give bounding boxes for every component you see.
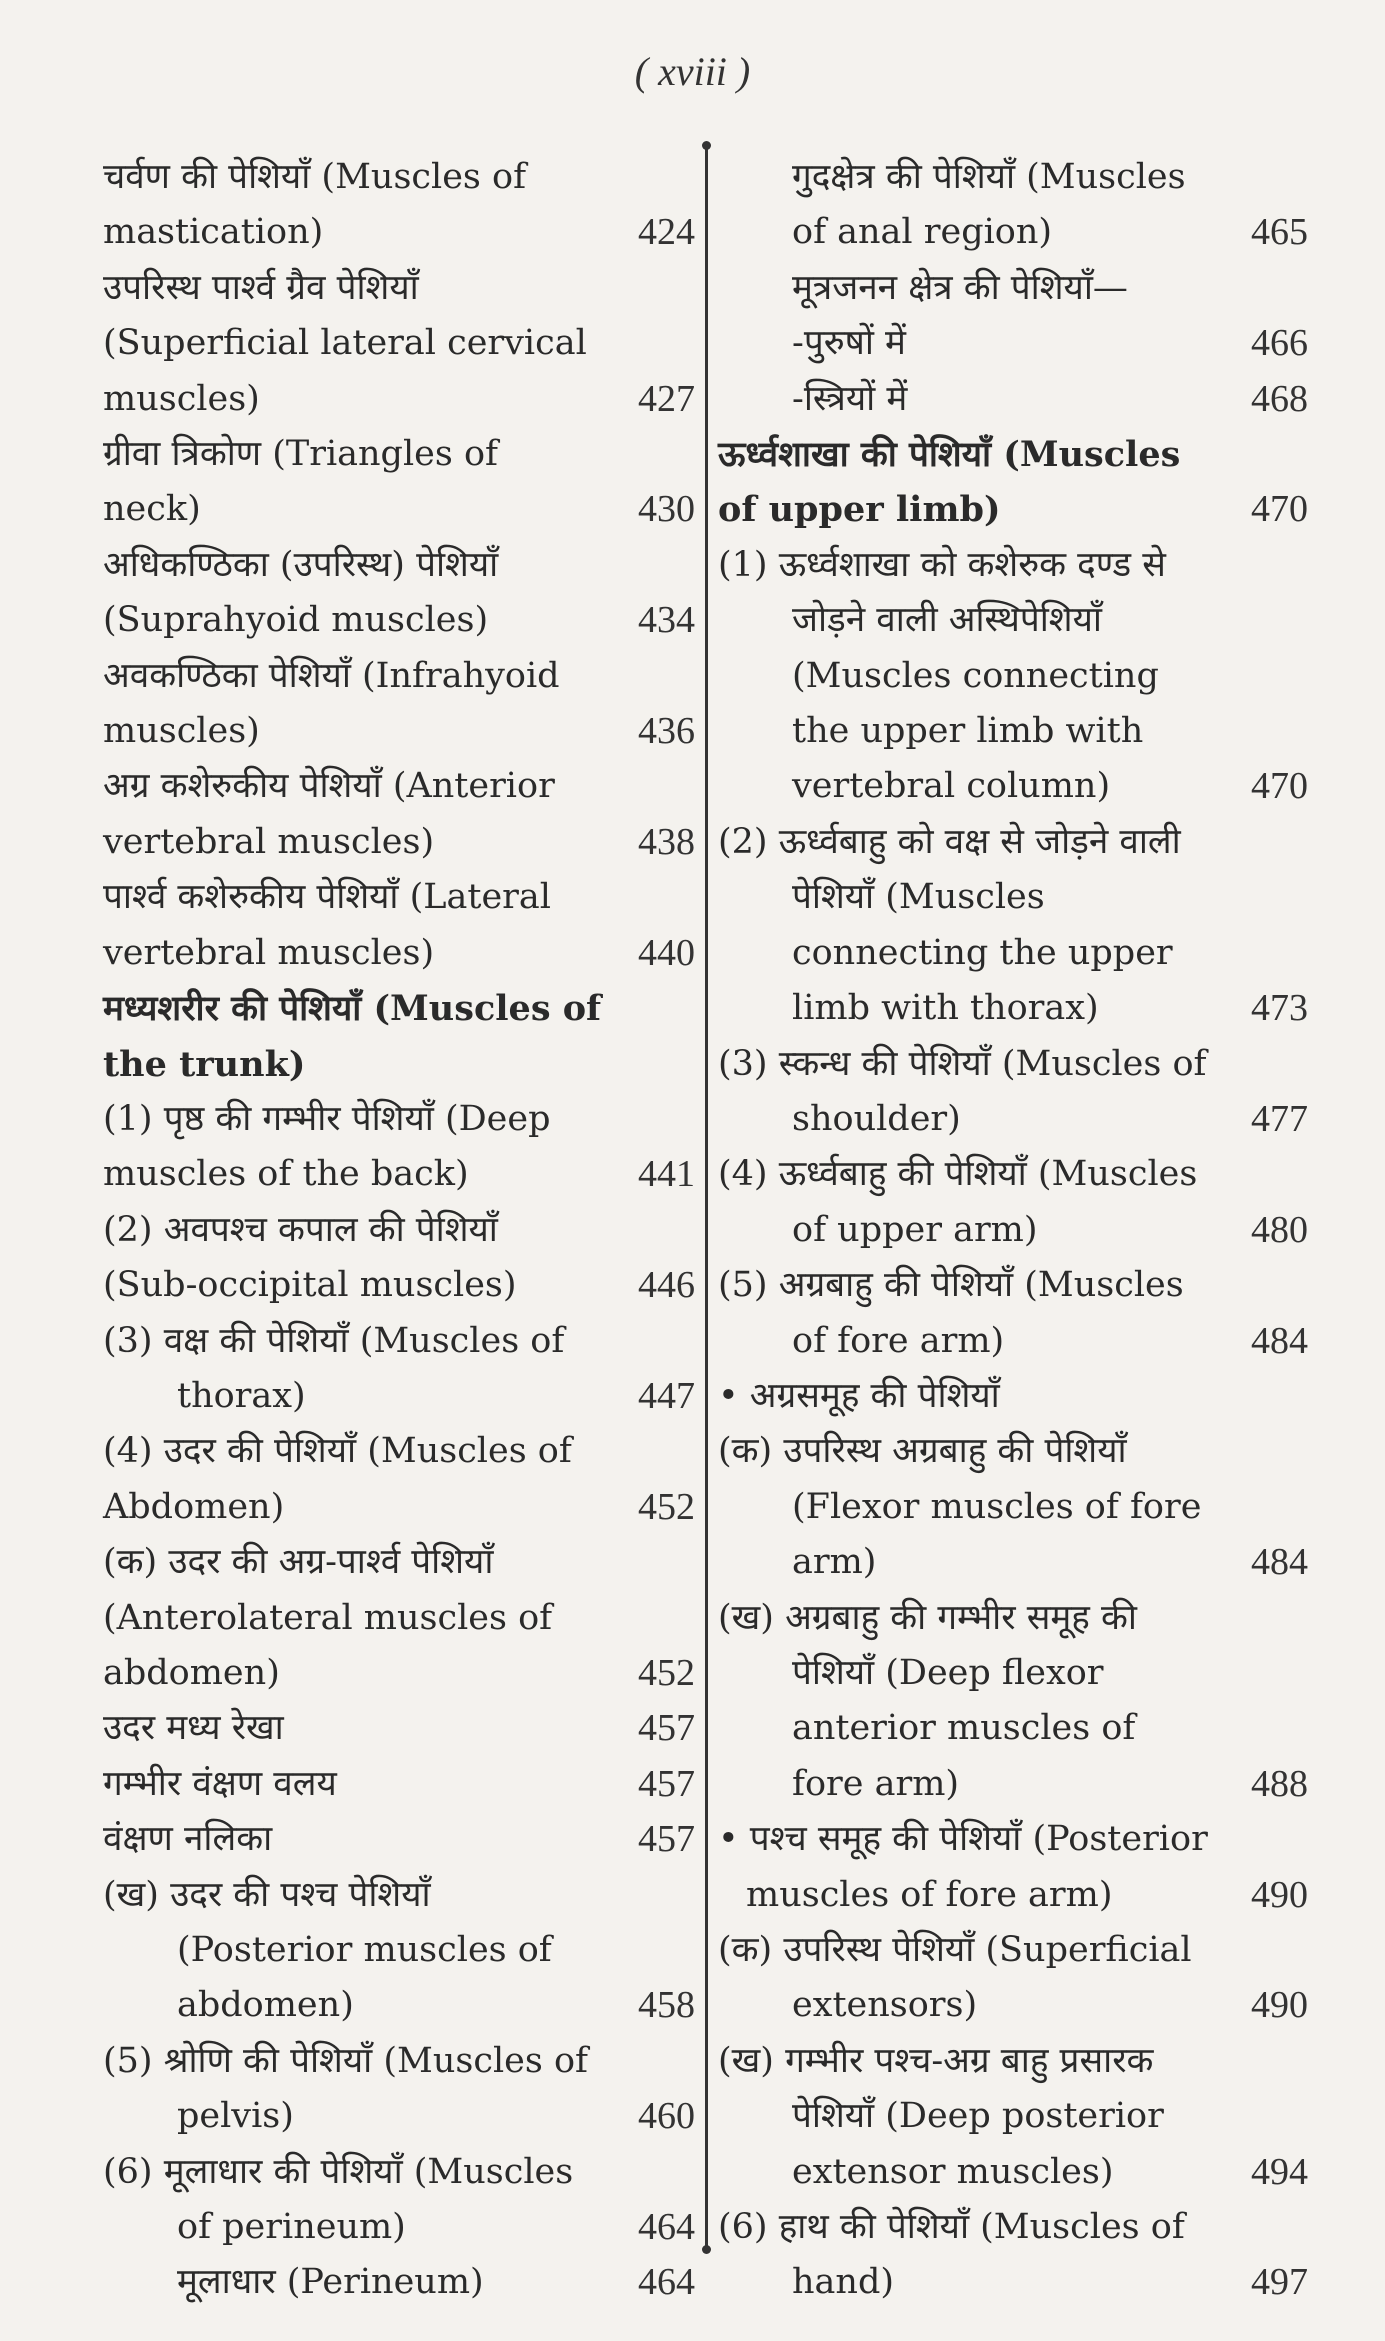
page-ref: 490 [1251, 1873, 1308, 1916]
toc-entry [718, 1923, 1308, 2034]
page-number: ( xviii ) [634, 49, 751, 94]
toc-entry [718, 2200, 1308, 2311]
entry-title: (4) उदर की पेशियाँ (Muscles of Abdomen) [103, 1431, 572, 1527]
toc-entry [103, 1757, 695, 1812]
toc-entry [103, 1203, 695, 1314]
toc-entry [103, 870, 695, 981]
entry-title: • पश्च समूह की पेशियाँ (Posterior muscles of fore arm) [718, 1819, 1208, 1915]
toc-entry [718, 1424, 1308, 1590]
page-ref: 470 [1251, 488, 1308, 531]
toc-entry [103, 2255, 695, 2310]
section-heading: ऊर्ध्वशाखा की पेशियाँ (Muscles of upper limb) [718, 434, 1181, 531]
toc-entry [103, 1314, 695, 1425]
page-ref: 424 [638, 211, 695, 254]
entry-title: (6) हाथ की पेशियाँ (Muscles of hand) [718, 2207, 1185, 2303]
page-ref: 434 [638, 599, 695, 642]
entry-title: (3) स्कन्ध की पेशियाँ (Muscles of shoulder) [718, 1043, 1207, 1139]
toc-entry [718, 1258, 1308, 1369]
entry-title: (3) वक्ष की पेशियाँ (Muscles of thorax) [103, 1320, 565, 1416]
toc-entry [103, 1424, 695, 1535]
page-ref: 440 [638, 931, 695, 974]
page-ref: 452 [638, 1485, 695, 1528]
page-ref: 484 [1251, 1319, 1308, 1362]
entry-title: -स्त्रियों में [792, 378, 908, 419]
toc-entry [718, 1147, 1308, 1258]
page-ref: 465 [1251, 211, 1308, 254]
page-ref: 457 [638, 1818, 695, 1861]
page-ref: 457 [638, 1707, 695, 1750]
entry-title: (5) अग्रबाहु की पेशियाँ (Muscles of fore arm) [718, 1265, 1184, 1361]
toc-entry [103, 1092, 695, 1203]
page-ref: 447 [638, 1374, 695, 1417]
entry-title: (1) पृष्ठ की गम्भीर पेशियाँ (Deep muscles of the back) [103, 1098, 551, 1195]
toc-entry [103, 1868, 695, 2034]
entry-title: (ख) गम्भीर पश्च-अग्र बाहु प्रसारक पेशियाँ (Deep posterior extensor muscles) [718, 2040, 1164, 2192]
entry-title: ग्रीवा त्रिकोण (Triangles of neck) [103, 434, 498, 530]
entry-title: (6) मूलाधार की पेशियाँ (Muscles of perineum) [103, 2151, 574, 2248]
page-ref: 480 [1251, 1208, 1308, 1251]
toc-entry [718, 1591, 1308, 1813]
entry-title: पार्श्व कशेरुकीय पेशियाँ (Lateral vertebral muscles) [103, 877, 551, 973]
toc-entry [718, 1812, 1308, 1923]
toc-entry [103, 2145, 695, 2256]
toc-entry [103, 1812, 695, 1867]
entry-title: अधिकण्ठिका (उपरिस्थ) पेशियाँ (Suprahyoid muscles) [103, 544, 499, 641]
toc-entry [718, 372, 1308, 427]
toc-entry [103, 649, 695, 760]
entry-title: (2) ऊर्ध्वबाहु को वक्ष से जोड़ने वाली पेशियाँ (Muscles connecting the upper limb with thorax) [718, 821, 1181, 1029]
entry-title: -पुरुषों में [792, 323, 906, 364]
page-ref: 427 [638, 377, 695, 420]
entry-title: चर्वण की पेशियाँ (Muscles of mastication) [103, 157, 527, 253]
entry-title: (ख) उदर की पश्च पेशियाँ (Posterior muscles of abdomen) [103, 1874, 552, 2026]
page-ref: 430 [638, 488, 695, 531]
toc-entry [718, 538, 1308, 815]
page-ref: 441 [638, 1153, 695, 1196]
page-ref: 464 [638, 2261, 695, 2304]
page-ref: 470 [1251, 765, 1308, 808]
entry-title: (4) ऊर्ध्वबाहु की पेशियाँ (Muscles of upper arm) [718, 1154, 1198, 1250]
page-ref: 457 [638, 1762, 695, 1805]
page-ref: 446 [638, 1264, 695, 1307]
toc-entry [103, 150, 695, 261]
toc-entry [718, 2034, 1308, 2200]
entry-title: गुदक्षेत्र की पेशियाँ (Muscles of anal region) [792, 157, 1186, 253]
toc-column-left [103, 150, 695, 2311]
toc-entry [103, 2034, 695, 2145]
entry-title: • अग्रसमूह की पेशियाँ [718, 1375, 1000, 1416]
toc-entry [103, 538, 695, 649]
entry-title: वंक्षण नलिका [103, 1819, 273, 1860]
entry-title: (5) श्रोणि की पेशियाँ (Muscles of pelvis) [103, 2040, 588, 2137]
entry-title: (क) उपरिस्थ अग्रबाहु की पेशियाँ (Flexor muscles of fore arm) [718, 1431, 1202, 1583]
entry-title: अग्र कशेरुकीय पेशियाँ (Anterior vertebral muscles) [103, 766, 555, 862]
page-ref: 490 [1251, 1984, 1308, 2027]
entry-title: अवकण्ठिका पेशियाँ (Infrahyoid muscles) [103, 655, 560, 752]
toc-entry [103, 261, 695, 427]
entry-title: (2) अवपश्च कपाल की पेशियाँ (Sub-occipital muscles) [103, 1209, 517, 1306]
toc-entry [718, 261, 1308, 316]
page-ref: 466 [1251, 322, 1308, 365]
toc-entry [103, 1535, 695, 1701]
page-ref: 477 [1251, 1097, 1308, 1140]
toc-entry [718, 1037, 1308, 1148]
toc-entry [103, 759, 695, 870]
section-heading: मध्यशरीर की पेशियाँ (Muscles of the trunk) [103, 988, 602, 1085]
page-ref: 473 [1251, 987, 1308, 1030]
entry-title: उदर मध्य रेखा [103, 1708, 284, 1749]
page-ref: 438 [638, 820, 695, 863]
page-ref: 464 [638, 2206, 695, 2249]
page-ref: 484 [1251, 1541, 1308, 1584]
toc-entry [718, 316, 1308, 371]
toc-entry [103, 427, 695, 538]
entry-title: (क) उदर की अग्र-पार्श्व पेशियाँ (Anterolateral muscles of abdomen) [103, 1542, 553, 1693]
entry-title: (ख) अग्रबाहु की गम्भीर समूह की पेशियाँ (Deep flexor anterior muscles of fore arm) [718, 1597, 1137, 1804]
toc-entry [718, 427, 1308, 538]
entry-title: मूलाधार (Perineum) [177, 2262, 484, 2303]
entry-title: (क) उपरिस्थ पेशियाँ (Superficial extensors) [718, 1930, 1192, 2026]
page-ref: 494 [1251, 2150, 1308, 2193]
entry-title: मूत्रजनन क्षेत्र की पेशियाँ— [792, 267, 1128, 308]
page-ref: 436 [638, 710, 695, 753]
page-ref: 458 [638, 1984, 695, 2027]
entry-title: (1) ऊर्ध्वशाखा को कशेरुक दण्ड से जोड़ने वाली अस्थिपेशियाँ (Muscles connecting the upper limb with vertebral column) [718, 544, 1166, 807]
toc-column-right [718, 150, 1308, 2311]
page-ref: 460 [638, 2095, 695, 2138]
page-ref: 468 [1251, 377, 1308, 420]
toc-entry [718, 150, 1308, 261]
column-divider [705, 145, 708, 2250]
page-ref: 497 [1251, 2261, 1308, 2304]
page-ref: 452 [638, 1651, 695, 1694]
entry-title: गम्भीर वंक्षण वलय [103, 1763, 337, 1804]
toc-entry [718, 815, 1308, 1037]
toc-entry [718, 1369, 1308, 1424]
entry-title: उपरिस्थ पार्श्व ग्रैव पेशियाँ (Superficial lateral cervical muscles) [103, 267, 587, 419]
toc-entry [103, 1701, 695, 1756]
page-ref: 488 [1251, 1762, 1308, 1805]
toc-entry [103, 981, 695, 1092]
